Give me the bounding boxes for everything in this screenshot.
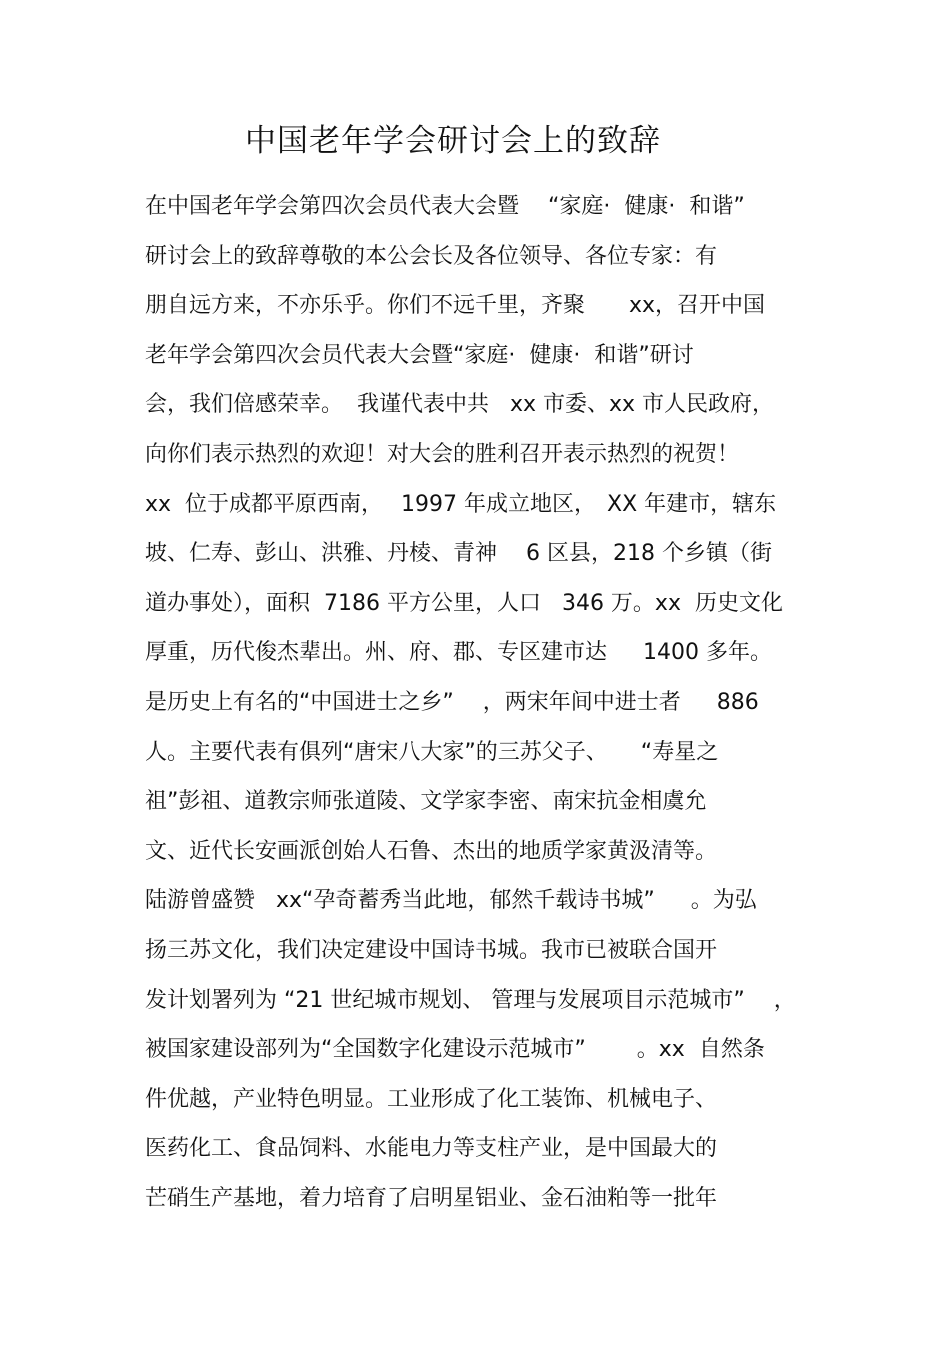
text-line: 芒硝生产基地，着力培育了启明星铝业、金石油粕等一批年 bbox=[145, 1185, 718, 1211]
text-line: 是历史上有名的“中国进士之乡” ，两宋年间中进士者 886 bbox=[145, 689, 759, 715]
text-line: 在中国老年学会第四次会员代表大会暨 “家庭· 健康· 和谐” bbox=[145, 194, 745, 219]
text-line: 祖”彭祖、道教宗师张道陵、文学家李密、南宋抗金相虞允 bbox=[145, 789, 707, 815]
text-line: 人。主要代表有俱列“唐宋八大家”的三苏父子、 “寿星之 bbox=[145, 739, 719, 765]
text-line: 老年学会第四次会员代表大会暨“家庭· 健康· 和谐”研讨 bbox=[145, 342, 694, 368]
text-line: 文、近代长安画派创始人石鲁、杰出的地质学家黄汲清等。 bbox=[145, 838, 718, 864]
text-line: 被国家建设部列为“全国数字化建设示范城市” 。xx 自然条 bbox=[145, 1037, 765, 1063]
text-line: 向你们表示热烈的欢迎！对大会的胜利召开表示热烈的祝贺！ bbox=[145, 441, 740, 467]
text-line: xx 位于成都平原西南， 1997 年成立地区， XX 年建市，辖东 bbox=[145, 491, 777, 517]
text-line: 道办事处），面积 7186 平方公里，人口 346 万。xx 历史文化 bbox=[145, 590, 783, 616]
text-line: 厚重，历代俊杰辈出。州、府、郡、专区建市达 1400 多年。 bbox=[145, 640, 772, 666]
document-body bbox=[145, 182, 835, 1223]
text-line: 医药化工、食品饲料、水能电力等支柱产业，是中国最大的 bbox=[145, 1136, 718, 1162]
text-line: 研讨会上的致辞尊敬的本公会长及各位领导、各位专家：有 bbox=[145, 243, 718, 269]
text-line: 朋自远方来，不亦乐乎。你们不远千里，齐聚 xx，召开中国 bbox=[145, 293, 766, 319]
text-line: 件优越，产业特色明显。工业形成了化工装饰、机械电子、 bbox=[145, 1086, 718, 1112]
text-line: 会，我们倍感荣幸。 我谨代表中共 xx 市委、xx 市人民政府， bbox=[145, 392, 775, 418]
document-title: 中国老年学会研讨会上的致辞 bbox=[245, 123, 661, 159]
text-line: 发计划署列为 “21 世纪城市规划、 管理与发展项目示范城市” ， bbox=[145, 987, 796, 1013]
text-line: 坡、仁寿、彭山、洪雅、丹棱、青神 6 区县，218 个乡镇（街 bbox=[145, 541, 772, 567]
text-line: 陆游曾盛赞 xx“孕奇蓄秀当此地，郁然千载诗书城” 。为弘 bbox=[145, 888, 757, 914]
text-line: 扬三苏文化，我们决定建设中国诗书城。我市已被联合国开 bbox=[145, 937, 718, 963]
